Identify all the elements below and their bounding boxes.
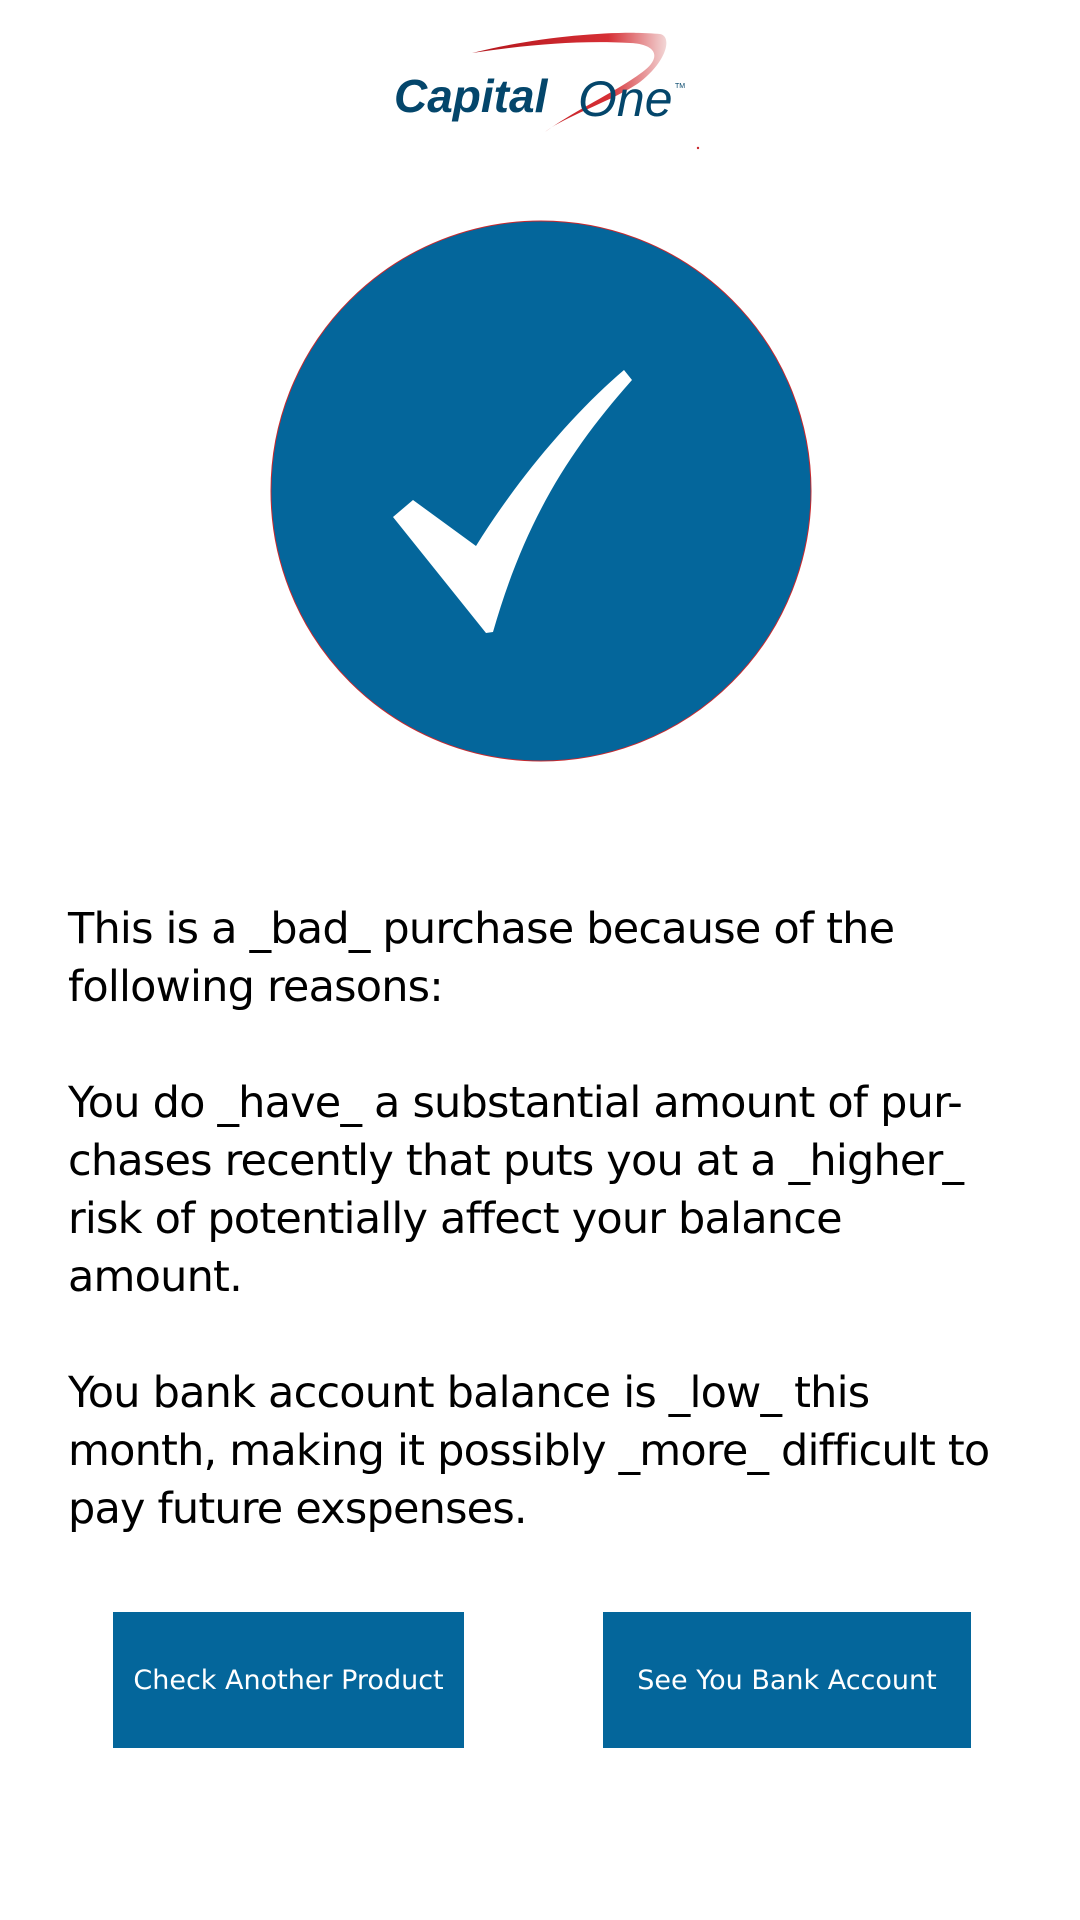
logo-text-capital: Capital [394, 70, 548, 122]
message-intro: This is a _bad_ purchase because of the following reasons: [68, 904, 895, 1012]
capital-one-logo [390, 30, 700, 150]
message-reason-low-balance: You bank account balance is _low_ this month, making it possibly _more_ difficult to pay future exspenses. [68, 1368, 990, 1534]
checkmark-icon [270, 220, 812, 762]
purchase-assessment-message [68, 900, 1028, 1596]
check-another-product-button[interactable]: Check Another Product [113, 1612, 464, 1748]
message-reason-recent-purchases: You do _have_ a substantial amount of pur-chases recently that puts you at a _higher_ risk of potentially affect your balance amount. [68, 1078, 964, 1302]
logo-text-one: One [578, 71, 673, 127]
success-badge [270, 220, 812, 762]
logo-trademark: TM [675, 83, 686, 90]
see-bank-account-button[interactable]: See You Bank Account [603, 1612, 971, 1748]
